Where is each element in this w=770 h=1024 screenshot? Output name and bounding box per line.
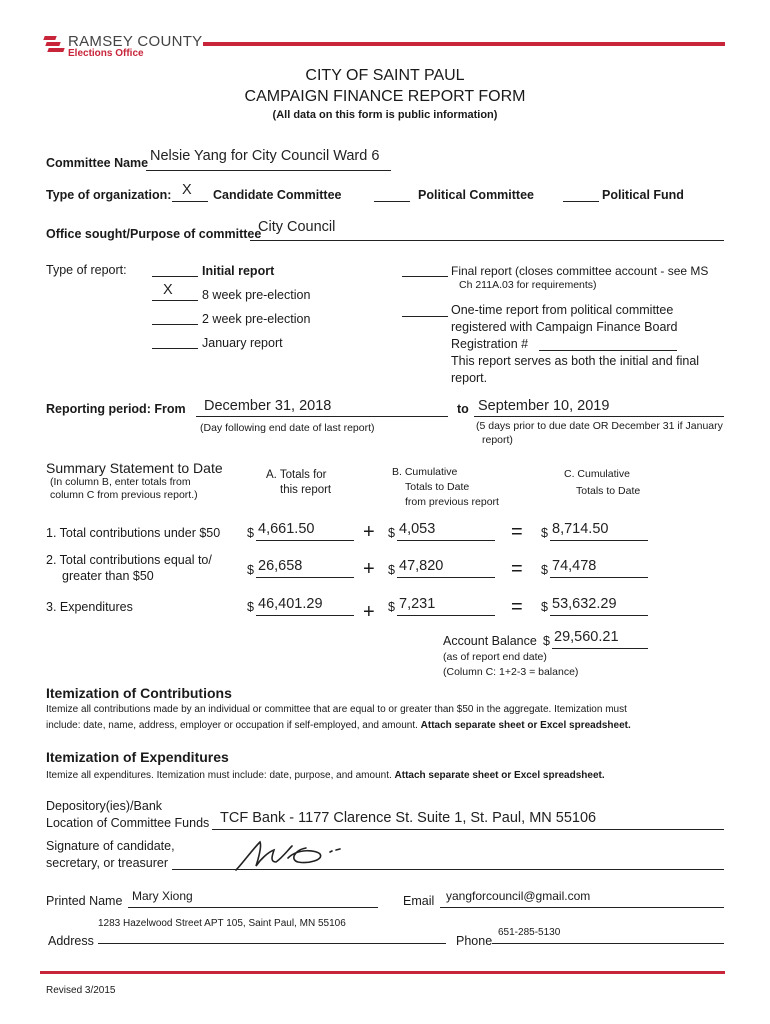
week8-line: [152, 300, 198, 301]
row1-a-field[interactable]: 4,661.50: [258, 521, 315, 537]
row2-a-dollar: $: [247, 563, 254, 577]
col-c-header-1: C. Cumulative: [564, 468, 630, 480]
row2-b-line: [397, 577, 495, 578]
col-b-header-2: Totals to Date: [405, 481, 470, 493]
contrib-text-2a: include: date, name, address, employer or occupation if self-employed, and amount.: [46, 720, 421, 731]
depository-field[interactable]: TCF Bank - 1177 Clarence St. Suite 1, St. Paul, MN 55106: [220, 810, 597, 826]
row3-b-dollar: $: [388, 600, 395, 614]
exp-text: [46, 770, 605, 781]
summary-note-1: (In column B, enter totals from: [50, 476, 191, 488]
signature-label-1: Signature of candidate,: [46, 839, 175, 853]
candidate-committee-checkbox[interactable]: X: [182, 182, 192, 198]
registration-label: Registration #: [451, 337, 529, 351]
onetime-label-1: One-time report from political committee: [451, 303, 674, 317]
row1-c-dollar: $: [541, 526, 548, 540]
row2-label-1: 2. Total contributions equal to/: [46, 553, 212, 567]
header-red-bar: [203, 42, 725, 46]
row2-c-field[interactable]: 74,478: [552, 558, 597, 574]
period-to-note-2: report): [482, 434, 513, 446]
period-to-field[interactable]: September 10, 2019: [478, 398, 610, 414]
row3-label: 3. Expenditures: [46, 600, 133, 614]
row2-equals: =: [511, 558, 523, 580]
signature-label-2: secretary, or treasurer: [46, 856, 169, 870]
row3-b-field[interactable]: 7,231: [399, 596, 436, 612]
printed-name-label: Printed Name: [46, 894, 123, 908]
onetime-label-4: This report serves as both the initial and final: [451, 354, 700, 368]
row1-b-dollar: $: [388, 526, 395, 540]
row3-c-field[interactable]: 53,632.29: [552, 596, 617, 612]
row3-a-field[interactable]: 46,401.29: [258, 596, 323, 612]
col-a-header-1: A. Totals for: [266, 469, 327, 481]
email-line: [440, 907, 724, 908]
balance-dollar: $: [543, 634, 550, 648]
org-type-label: Type of organization:: [46, 188, 172, 202]
january-line[interactable]: [152, 348, 198, 349]
row3-a-line: [256, 615, 354, 616]
registration-field[interactable]: [539, 350, 677, 351]
page-title-line1: CITY OF SAINT PAUL: [305, 67, 465, 84]
office-line: [250, 240, 724, 241]
depository-label-1: Depository(ies)/Bank: [46, 799, 163, 813]
exp-text-b: Attach separate sheet or Excel spreadsheet.: [394, 770, 605, 781]
contrib-text-1: Itemize all contributions made by an individual or committee that are equal to or greater than $50 in the aggregate. Itemization must: [46, 704, 627, 715]
committee-name-label: Committee Name: [46, 156, 149, 170]
col-c-header-2: Totals to Date: [576, 485, 641, 497]
week8-label: 8 week pre-election: [202, 288, 311, 302]
address-label: Address: [48, 934, 94, 948]
week2-label: 2 week pre-election: [202, 312, 311, 326]
political-committee-line[interactable]: [374, 201, 410, 202]
balance-note-1: (as of report end date): [443, 651, 547, 663]
contrib-text-2: [46, 720, 631, 731]
week2-line[interactable]: [152, 324, 198, 325]
summary-note-2: column C from previous report.): [50, 489, 198, 501]
phone-field[interactable]: 651-285-5130: [498, 927, 561, 938]
period-label: Reporting period: From: [46, 402, 186, 416]
depository-line: [212, 829, 724, 830]
col-b-header-1: B. Cumulative: [392, 466, 458, 478]
row2-c-dollar: $: [541, 563, 548, 577]
page-subtitle: (All data on this form is public information): [272, 109, 498, 121]
report-type-label: Type of report:: [46, 263, 127, 277]
final-report-text: Final report (closes committee account - see MS: [451, 264, 709, 278]
political-fund-line[interactable]: [563, 201, 599, 202]
committee-name-field[interactable]: Nelsie Yang for City Council Ward 6: [150, 148, 380, 164]
initial-report-label: Initial report: [202, 264, 275, 278]
contrib-text-2b: Attach separate sheet or Excel spreadsheet.: [420, 720, 631, 731]
row2-label-2: greater than $50: [62, 569, 154, 583]
office-label: Office sought/Purpose of committee: [46, 227, 262, 241]
balance-field[interactable]: 29,560.21: [554, 629, 619, 645]
row3-c-line: [550, 615, 648, 616]
org-dept: Elections Office: [68, 48, 144, 59]
col-b-header-3: from previous report: [405, 496, 499, 508]
row2-a-field[interactable]: 26,658: [258, 558, 303, 574]
row2-c-line: [550, 577, 648, 578]
final-report-note: Ch 211A.03 for requirements): [459, 279, 597, 291]
printed-name-field[interactable]: Mary Xiong: [132, 889, 193, 903]
political-committee-label: Political Committee: [418, 188, 534, 202]
balance-line: [552, 648, 648, 649]
row1-c-line: [550, 540, 648, 541]
row2-plus: +: [363, 558, 375, 580]
footer-red-bar: [40, 971, 725, 974]
row1-plus: +: [363, 521, 375, 543]
col-a-header-2: this report: [280, 484, 332, 496]
address-field[interactable]: 1283 Hazelwood Street APT 105, Saint Paul, MN 55106: [98, 918, 346, 929]
email-label: Email: [403, 894, 435, 908]
onetime-line[interactable]: [402, 316, 448, 317]
row3-a-dollar: $: [247, 600, 254, 614]
january-label: January report: [202, 336, 283, 350]
address-line: [98, 943, 446, 944]
contrib-title: Itemization of Contributions: [46, 685, 232, 701]
row2-b-dollar: $: [388, 563, 395, 577]
final-report-label: [451, 264, 708, 278]
final-report-line[interactable]: [402, 276, 448, 277]
period-from-line: [196, 416, 448, 417]
row1-a-dollar: $: [247, 526, 254, 540]
onetime-label-5: report.: [451, 371, 488, 385]
candidate-committee-label: Candidate Committee: [213, 188, 342, 202]
candidate-committee-line: [172, 201, 208, 202]
phone-label: Phone: [456, 934, 493, 948]
period-to-note-1: (5 days prior to due date OR December 31 if January: [476, 420, 723, 432]
onetime-label-2: registered with Campaign Finance Board: [451, 320, 678, 334]
signature-image[interactable]: [232, 836, 347, 874]
balance-label: Account Balance: [443, 634, 537, 648]
row3-b-line: [397, 615, 495, 616]
page-title-line2: CAMPAIGN FINANCE REPORT FORM: [244, 88, 526, 105]
period-from-field[interactable]: December 31, 2018: [204, 398, 332, 414]
org-name: RAMSEY COUNTY: [68, 33, 203, 50]
week8-checkbox[interactable]: X: [163, 282, 173, 298]
row1-label: 1. Total contributions under $50: [46, 526, 221, 540]
office-field[interactable]: City Council: [258, 219, 336, 235]
political-fund-label: Political Fund: [602, 188, 684, 202]
initial-report-line[interactable]: [152, 276, 198, 277]
committee-name-line: [146, 170, 391, 171]
row1-equals: =: [511, 521, 523, 543]
row3-plus: +: [363, 601, 375, 623]
balance-note-2: (Column C: 1+2-3 = balance): [443, 666, 579, 678]
period-to-line: [474, 416, 724, 417]
summary-title: Summary Statement to Date: [46, 460, 223, 476]
row2-b-field[interactable]: 47,820: [399, 558, 444, 574]
row1-a-line: [256, 540, 354, 541]
row3-c-dollar: $: [541, 600, 548, 614]
period-from-note: (Day following end date of last report): [200, 422, 375, 434]
phone-line: [492, 943, 724, 944]
row1-b-field[interactable]: 4,053: [399, 521, 436, 537]
revised-note: Revised 3/2015: [46, 985, 116, 996]
exp-title: Itemization of Expenditures: [46, 749, 229, 765]
email-field[interactable]: yangforcouncil@gmail.com: [446, 889, 591, 903]
exp-text-a: Itemize all expenditures. Itemization must include: date, purpose, and amount.: [46, 770, 395, 781]
row3-equals: =: [511, 596, 523, 618]
row1-b-line: [397, 540, 495, 541]
row1-c-field[interactable]: 8,714.50: [552, 521, 609, 537]
period-to-label: to: [457, 402, 469, 416]
depository-label-2: Location of Committee Funds: [46, 816, 210, 830]
printed-name-line: [128, 907, 378, 908]
row2-a-line: [256, 577, 354, 578]
